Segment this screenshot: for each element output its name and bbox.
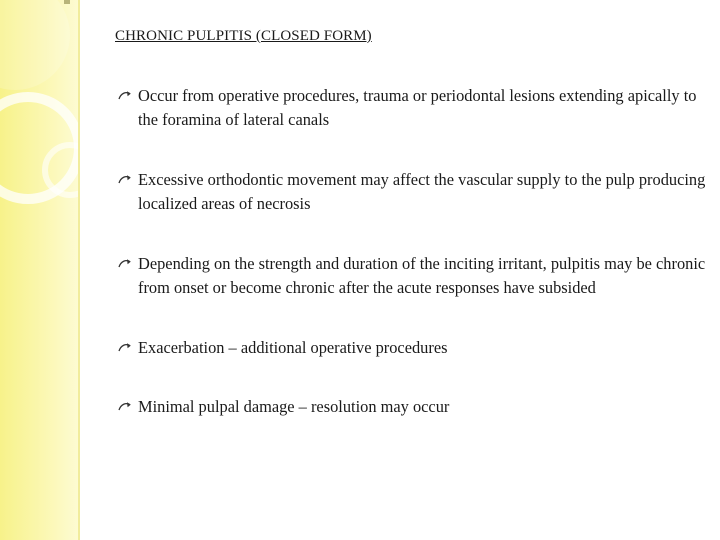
bullet-text: Minimal pulpal damage – resolution may occur [138,397,450,416]
bullet-text: Depending on the strength and duration of the inciting irritant, pulpitis may be chronic from onset or become chronic after the acute responses have subsided [138,254,706,297]
bullet-item [117,252,707,300]
curved-arrow-bullet-icon [118,252,132,276]
bullet-item [117,336,707,360]
curved-arrow-bullet-icon [118,168,132,192]
curved-arrow-bullet-icon [118,395,132,419]
bullet-item [117,395,707,419]
bullet-text: Excessive orthodontic movement may affect the vascular supply to the pulp producing localized areas of necrosis [138,170,706,213]
curved-arrow-bullet-icon [118,336,132,360]
bullet-text: Occur from operative procedures, trauma or periodontal lesions extending apically to the foramina of lateral canals [138,86,697,129]
bullet-list [117,84,707,455]
bullet-text: Exacerbation – additional operative procedures [138,338,448,357]
slide-title: CHRONIC PULPITIS (CLOSED FORM) [115,28,372,44]
bullet-item [117,168,707,216]
decorative-side-panel [0,0,78,540]
curved-arrow-bullet-icon [118,84,132,108]
top-edge-mark [64,0,70,4]
bullet-item [117,84,707,132]
side-panel-edge [78,0,80,540]
decorative-disc [0,0,70,90]
